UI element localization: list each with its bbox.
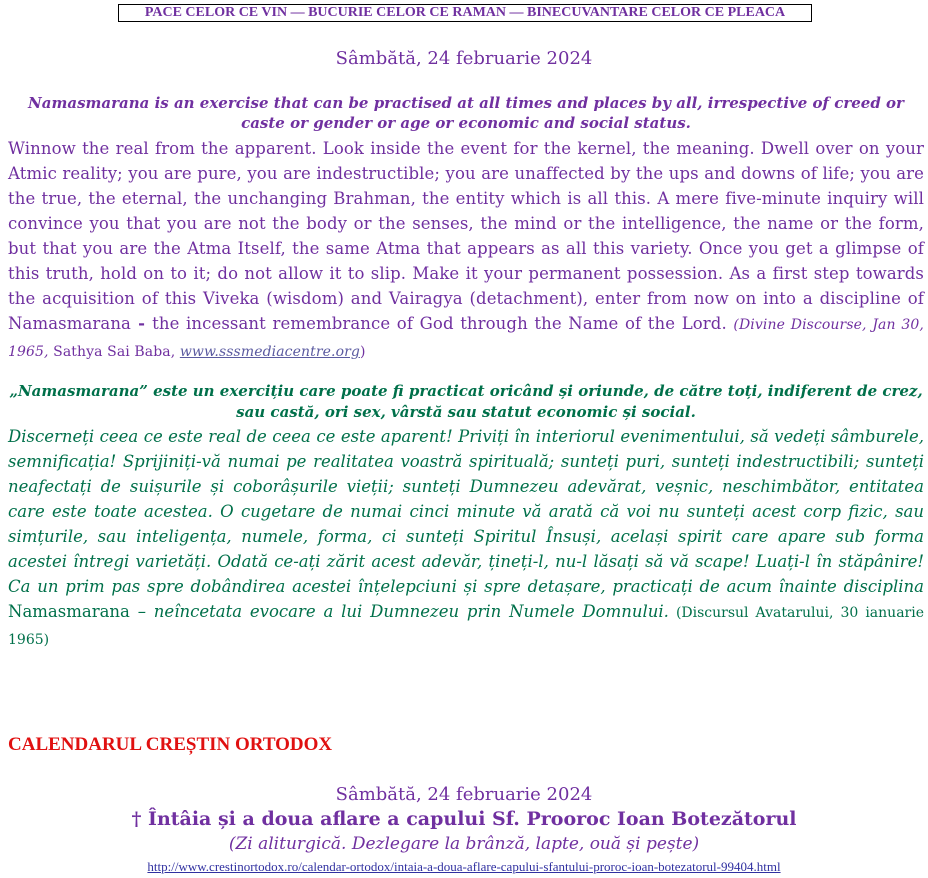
intro-romanian: „Namasmarana” este un exercițiu care poate fi practicat oricând și oriunde, de către toți, indiferent de crez, sau castă, ori sex, vârstă sau statut economic și social.	[9, 382, 923, 421]
feast-title: † Întâia și a doua aflare a capului Sf. Prooroc Ioan Botezătorul	[131, 808, 797, 830]
motto-banner	[118, 4, 812, 22]
sssmediacentre-link[interactable]: www.sssmediacentre.org	[179, 344, 360, 360]
daily-date: Sâmbătă, 24 februarie 2024	[335, 48, 593, 69]
quote-romanian-end: – neîncetata evocare a lui Dumnezeu prin Numele Domnului.	[129, 602, 669, 621]
crestinortodox-link[interactable]: http://www.crestinortodox.ro/calendar-ortodox/intaia-a-doua-aflare-capului-sfantului-proroc-ioan-botezatorul-99404.html	[147, 859, 781, 874]
quote-romanian-text: Discerneți ceea ce este real de ceea ce este aparent! Priviți în interiorul evenimentului, să vedeți sâmburele, semnificația! Sprijiniți-vă numai pe realitatea voastră spirituală; sunteți puri, sunteți indestructibili; sunteți neafectați de suișurile și coborâșurile vieții; sunteți Dumnezeu adevărat, veșnic, neschimbător, entitatea care este toate acestea. O cugetare de numai cinci minute vă arată că voi nu sunteți acest corp fizic, sau simțurile, sau inteligența, numele, forma, ci sunteți Spiritul Însuși, același spirit care apare sub forma acestei întregi varietăți. Odată ce-ați zărit acest adevăr, țineți-l, nu-l lăsați să vă scape! Luați-l în stăpânire! Ca un prim pas spre dobândirea acestei înțelepciuni și spre detașare, practicați de acum înainte disciplina	[8, 427, 924, 596]
motto-text: PACE CELOR CE VIN — BUCURIE CELOR CE RAMAN — BINECUVANTARE CELOR CE PLEACA	[144, 5, 786, 20]
calendar-heading: CALENDARUL CREȘTIN ORTODOX	[8, 734, 333, 755]
quote-english-text: Winnow the real from the apparent. Look inside the event for the kernel, the meaning. Dwell over on your Atmic reality; you are pure, you are indestructible; you are unaffected by the ups and downs of life; you are the true, the eternal, the unchanging Brahman, the entity which is all this. A mere five-minute inquiry will convince you that you are not the body or the senses, the mind or the intelligence, the name or the form, but that you are the Atma Itself, the same Atma that appears as all this variety. Once you get a glimpse of this truth, hold on to it; do not allow it to slip. Make it your permanent possession. As a first step towards the acquisition of this Viveka (wisdom) and Vairagya (detachment), enter from now on into a discipline of Namasmarana	[8, 139, 924, 333]
source-romanian: (Discursul Avatarului, 30 ianuarie 1965)	[8, 605, 924, 648]
quote-romanian	[8, 424, 924, 653]
fasting-note: (Zi aliturgică. Dezlegare la brânză, lapte, ouă și pește)	[228, 834, 700, 854]
calendar-date: Sâmbătă, 24 februarie 2024	[335, 784, 593, 805]
quote-english	[8, 136, 924, 365]
quote-english-end: the incessant remembrance of God through the Name of the Lord.	[152, 314, 727, 333]
quote-romanian-term: Namasmarana	[8, 602, 130, 621]
source-close: )	[359, 344, 366, 360]
source-author: Sathya Sai Baba,	[48, 344, 180, 360]
quote-dash: -	[131, 314, 153, 333]
intro-english: Namasmarana is an exercise that can be practised at all times and places by all, irrespective of creed or caste or gender or age or economic and social status.	[28, 94, 904, 132]
source-citation: (Divine Discourse, Jan 30, 1965,	[8, 317, 924, 360]
